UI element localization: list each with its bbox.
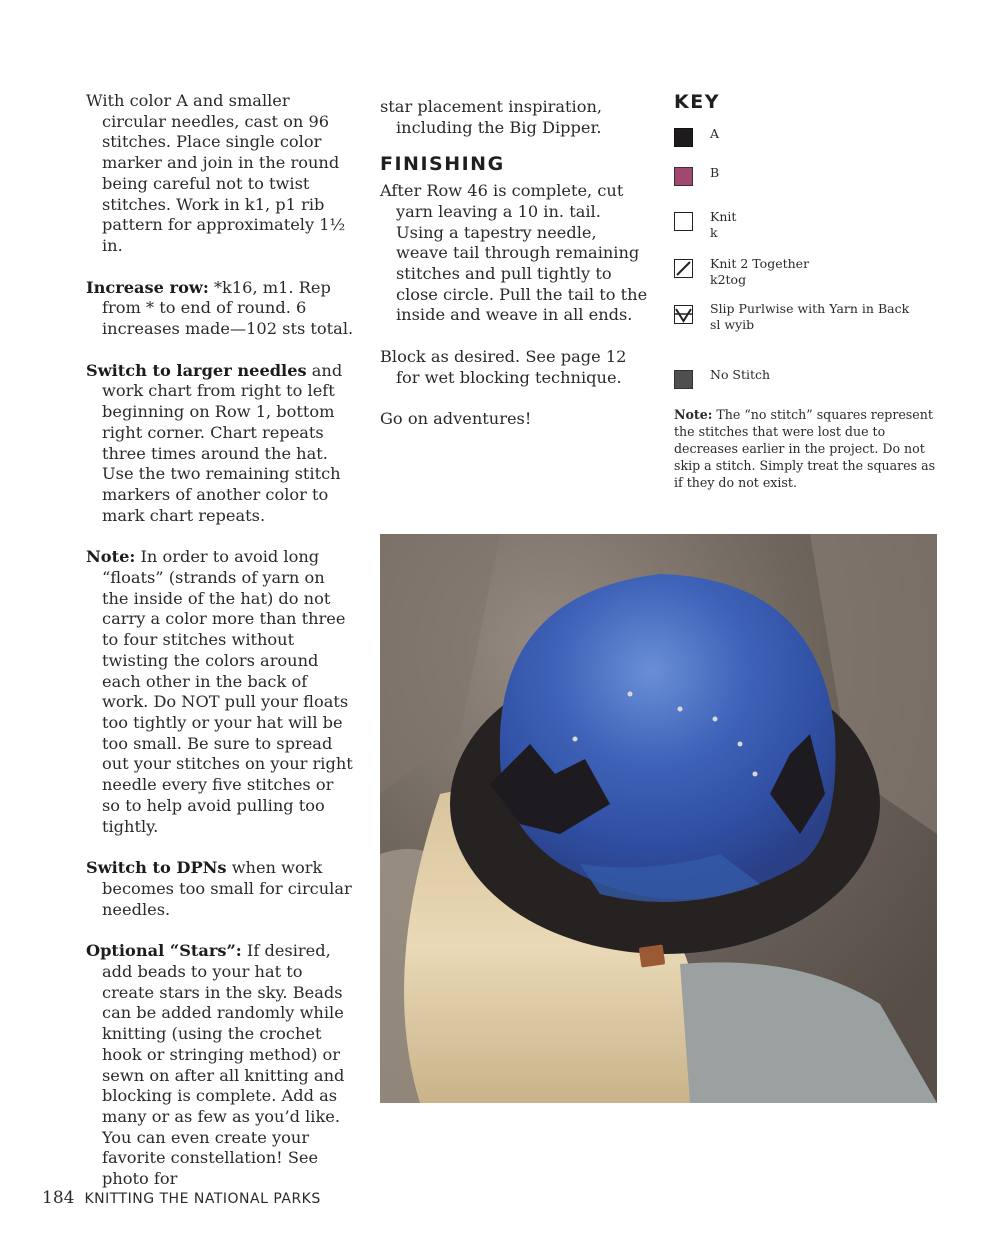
switch-dpn-paragraph: Switch to DPNs when work becomes too small for circular needles. <box>86 858 352 919</box>
blocking-paragraph: Block as desired. See page 12 for wet blocking technique. <box>380 347 627 387</box>
key-abbreviation: k <box>710 225 718 240</box>
increase-row-paragraph: Increase row: *k16, m1. Rep from * to end of round. 6 increases made—102 sts total. <box>86 277 354 339</box>
chart-key <box>674 91 944 490</box>
page-number: 184 <box>42 1188 75 1208</box>
switch-needles-paragraph: Switch to larger needles and work chart from right to left beginning on Row 1, bottom right corner. Chart repeats three times around the hat. Use the two remaining stitch markers of another color to mark chart repeats. <box>86 360 343 525</box>
key-abbreviation: k2tog <box>710 272 747 287</box>
finishing-heading: FINISHING <box>380 153 505 176</box>
finishing-paragraph: After Row 46 is complete, cut yarn leaving a 10 in. tail. Using a tapestry needle, weave tail through remaining stitches and pull tightly to close circle. Pull the tail to the inside and weave in all ends. <box>380 181 648 325</box>
floats-note-paragraph: Note: In order to avoid long “floats” (strands of yarn on the inside of the hat) do not carry a color more than three to four stitches without twisting the colors around each other in the back of work. Do NOT pull your floats too tightly or your hat will be too small. Be sure to spread out your stitches on your right needle every five stitches or so to help avoid pulling too tightly. <box>86 547 353 836</box>
knit-swatch <box>674 212 693 231</box>
hat-photo <box>380 534 937 1103</box>
adventures-paragraph: Go on adventures! <box>380 409 532 429</box>
color-a-swatch <box>674 128 693 147</box>
key-label: B <box>710 165 720 180</box>
k2tog-symbol-icon <box>674 259 693 278</box>
key-label: Knit 2 Together <box>710 256 810 271</box>
optional-stars-paragraph: Optional “Stars”: If desired, add beads to your hat to create stars in the sky. Beads can be added randomly while knitting (using the crochet hook or stringing method) or sewn on after all knitting and blocking is complete. Add as many or as few as you’d like. You can even create your favorite constellation! See photo for <box>86 941 345 1189</box>
knit-hat-illustration <box>380 534 937 1103</box>
book-title: KNITTING THE NATIONAL PARKS <box>84 1191 321 1207</box>
key-heading: KEY <box>674 91 720 113</box>
cast-on-paragraph: With color A and smaller circular needles, cast on 96 stitches. Place single color marker and join in the round being careful not to twist stitches. Work in k1, p1 rib pattern for approximately 1½ in. <box>86 91 346 255</box>
key-label: No Stitch <box>710 367 771 382</box>
star-placement-continuation: star placement inspiration, including the Big Dipper. <box>380 97 603 137</box>
key-label: Slip Purlwise with Yarn in Back <box>710 301 910 316</box>
key-abbreviation: sl wyib <box>710 317 755 332</box>
slip-purlwise-symbol-icon <box>674 305 693 324</box>
page-footer <box>42 1188 321 1208</box>
instructions-column-middle <box>380 97 650 451</box>
key-label: A <box>710 126 720 141</box>
no-stitch-swatch <box>674 370 693 389</box>
instructions-column-left <box>86 91 356 1211</box>
key-label: Knit <box>710 209 737 224</box>
color-b-swatch <box>674 167 693 186</box>
key-note: Note: The “no stitch” squares represent the stitches that were lost due to decreases earlier in the project. Do not skip a stitch. Simply treat the squares as if they do not exist. <box>674 407 936 490</box>
